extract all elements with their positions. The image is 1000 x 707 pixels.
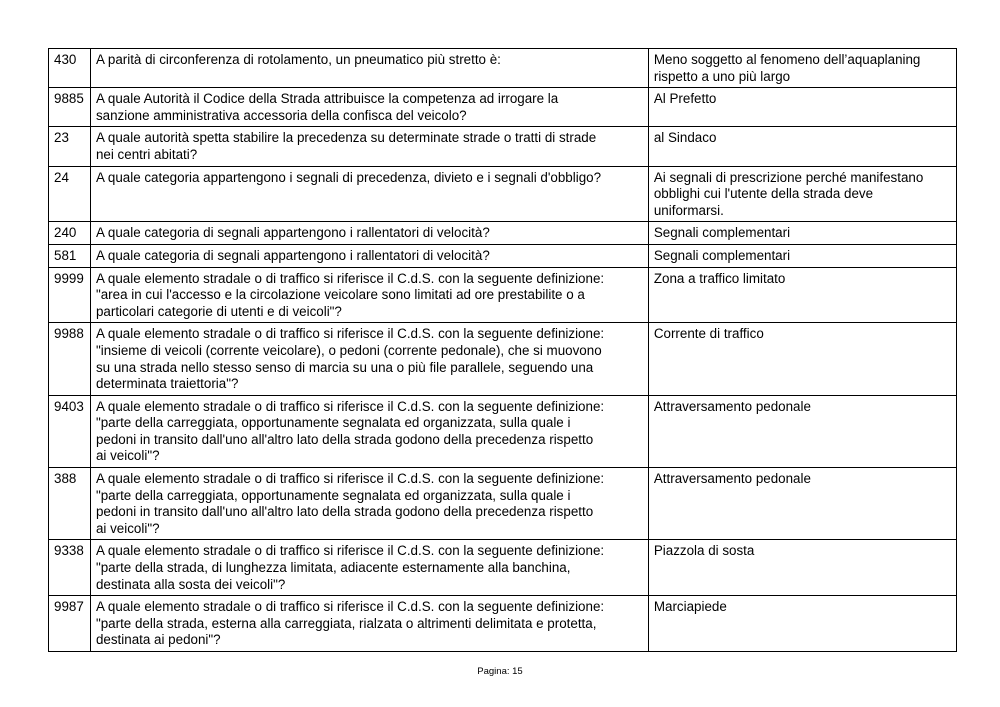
question-id-cell: 9988: [49, 323, 91, 395]
answer-cell: Ai segnali di prescrizione perché manifestano obblighi cui l'utente della strada deve uniformarsi.: [648, 166, 956, 222]
answer-cell: Meno soggetto al fenomeno dell’aquaplaning rispetto a uno più largo: [648, 49, 956, 88]
question-id-cell: 9987: [49, 596, 91, 652]
question-id-cell: 9999: [49, 267, 91, 323]
answer-cell: Zona a traffico limitato: [648, 267, 956, 323]
question-text-cell: A parità di circonferenza di rotolamento, un pneumatico più stretto è:: [90, 49, 648, 88]
question-text-cell: A quale categoria appartengono i segnali di precedenza, divieto e i segnali d'obbligo?: [90, 166, 648, 222]
question-id-cell: 9338: [49, 540, 91, 596]
table-row: [49, 166, 957, 222]
answer-cell: Segnali complementari: [648, 244, 956, 267]
table-row: [49, 222, 957, 245]
table-row: [49, 540, 957, 596]
answer-cell: Al Prefetto: [648, 88, 956, 127]
question-text-cell: A quale elemento stradale o di traffico si riferisce il C.d.S. con la seguente definizione: "insieme di veicoli (corrente veicolare), o pedoni (corrente pedonale), che si muovono su una strada nello stesso senso di marcia su una o più file parallele, seguendo una determinata traiettoria"?: [90, 323, 648, 395]
table-row: [49, 395, 957, 467]
question-text-cell: A quale categoria di segnali appartengono i rallentatori di velocità?: [90, 244, 648, 267]
table-row: [49, 244, 957, 267]
answer-cell: Corrente di traffico: [648, 323, 956, 395]
page-number: Pagina: 15: [477, 666, 523, 677]
table-row: [49, 468, 957, 540]
question-id-cell: 240: [49, 222, 91, 245]
question-text-cell: A quale elemento stradale o di traffico si riferisce il C.d.S. con la seguente definizione: "area in cui l'accesso e la circolazione veicolare sono limitati ad ore prestabilite o a particolari categorie di utenti e di veicoli"?: [90, 267, 648, 323]
answer-cell: Attraversamento pedonale: [648, 395, 956, 467]
question-id-cell: 9885: [49, 88, 91, 127]
question-id-cell: 24: [49, 166, 91, 222]
table-row: [49, 596, 957, 652]
question-text-cell: A quale categoria di segnali appartengono i rallentatori di velocità?: [90, 222, 648, 245]
question-id-cell: 581: [49, 244, 91, 267]
table-row: [49, 267, 957, 323]
question-text-cell: A quale elemento stradale o di traffico si riferisce il C.d.S. con la seguente definizione: "parte della carreggiata, opportunamente segnalata ed organizzata, sulla quale i pedoni in transito dall'uno all'altro lato della strada godono della precedenza rispetto ai veicoli"?: [90, 395, 648, 467]
answer-cell: Piazzola di sosta: [648, 540, 956, 596]
question-id-cell: 430: [49, 49, 91, 88]
question-text-cell: A quale Autorità il Codice della Strada attribuisce la competenza ad irrogare la sanzione amministrativa accessoria della confisca del veicolo?: [90, 88, 648, 127]
question-id-cell: 388: [49, 468, 91, 540]
question-id-cell: 9403: [49, 395, 91, 467]
question-text-cell: A quale elemento stradale o di traffico si riferisce il C.d.S. con la seguente definizione: "parte della carreggiata, opportunamente segnalata ed organizzata, sulla quale i pedoni in transito dall'uno all'altro lato della strada godono della precedenza rispetto ai veicoli"?: [90, 468, 648, 540]
answer-cell: Marciapiede: [648, 596, 956, 652]
questions-table-body: [49, 49, 957, 652]
answer-cell: Attraversamento pedonale: [648, 468, 956, 540]
answer-cell: al Sindaco: [648, 127, 956, 166]
table-row: [49, 323, 957, 395]
question-text-cell: A quale elemento stradale o di traffico si riferisce il C.d.S. con la seguente definizione: "parte della strada, esterna alla carreggiata, rialzata o altrimenti delimitata e protetta, destinata ai pedoni"?: [90, 596, 648, 652]
questions-table: [48, 48, 957, 652]
question-text-cell: A quale autorità spetta stabilire la precedenza su determinate strade o tratti di strade nei centri abitati?: [90, 127, 648, 166]
answer-cell: Segnali complementari: [648, 222, 956, 245]
question-text-cell: A quale elemento stradale o di traffico si riferisce il C.d.S. con la seguente definizione: "parte della strada, di lunghezza limitata, adiacente esternamente alla banchina, destinata alla sosta dei veicoli"?: [90, 540, 648, 596]
table-row: [49, 127, 957, 166]
table-row: [49, 49, 957, 88]
question-id-cell: 23: [49, 127, 91, 166]
table-row: [49, 88, 957, 127]
